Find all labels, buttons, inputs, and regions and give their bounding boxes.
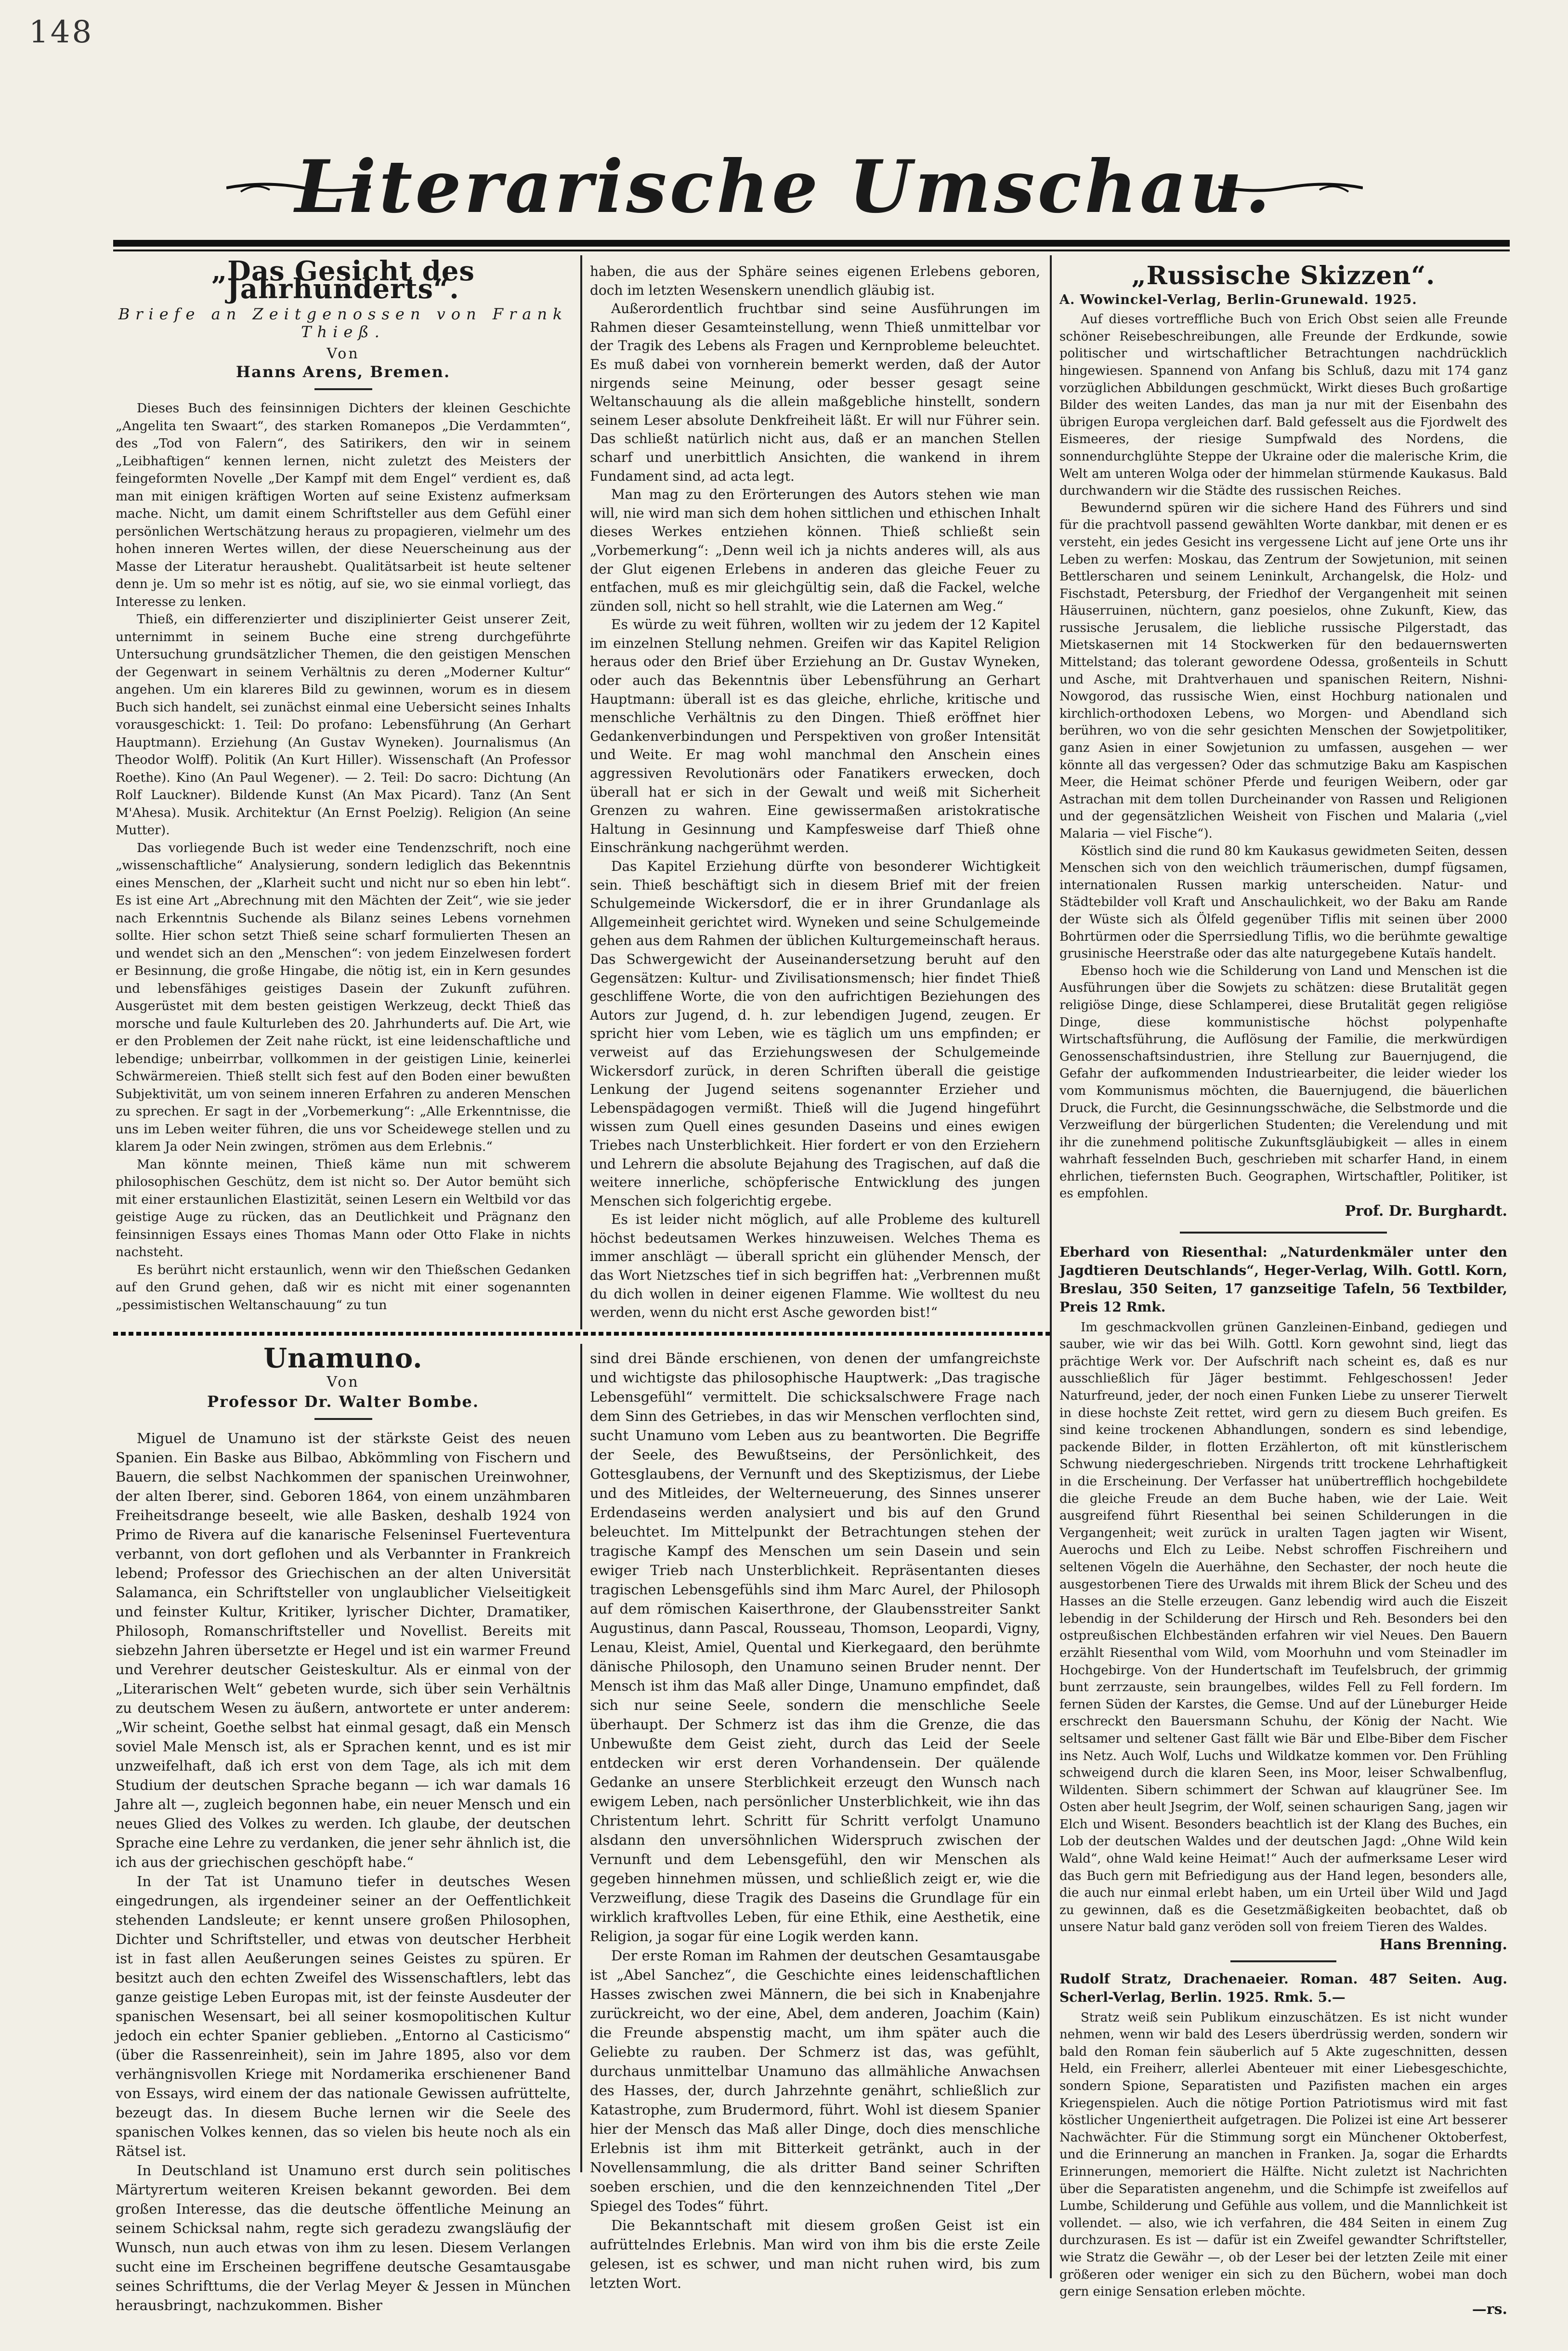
paragraph: Thieß, ein differenzierter und disziplinierter Geist unserer Zeit, unternimmt in seinem Buche eine streng durchgeführte Untersuchung grundsätzlicher Themen, die den geistigen Menschen der Gegenwart in seinem Verhältnis zu deren „Moderner Kultur“ angehen. Um ein klareres Bild zu gewinnen, worum es in diesem Buch sich handelt, sei zunächst einmal eine Uebersicht seines Inhalts vorausgeschickt: 1. Teil: Do profano: Lebensführung (An Gerhart Hauptmann). Erziehung (An Gustav Wyneken). Journalismus (An Theodor Wolff). Politik (An Kurt Hiller). Wissenschaft (An Professor Roethe). Kino (An Paul Wegener). — 2. Teil: Do sacro: Dichtung (An Rolf Lauckner). Bildende Kunst (An Max Picard). Tanz (An Sent M'Ahesa). Musik. Architektur (An Ernst Poelzig). Religion (An seine Mutter). [116,612,571,838]
publisher-line: A. Wowinckel-Verlag, Berlin-Grunewald. 1925. [1059,292,1417,307]
unamuno-column-2 [590,1349,1040,2293]
byline-von: Von [327,1374,360,1391]
paragraph: Im geschmackvollen grünen Ganzleinen-Einband, gediegen und sauber, wie wir das bei Wilh. Gottl. Korn gewohnt sind, liegt das prächtige Werk vor. Der Aufschrift nach scheint es, daß es nur ausschließlich für Jäger bestimmt. Fehlgeschossen! Jeder Naturfreund, jeder, der noch einen Funken Liebe zu unserer Tierwelt in diese hochste Zeit rettet, wird gern zu diesem Buch greifen. Es sind keine trockenen Abhandlungen, sondern es sind lebendige, packende Bilder, in flotten Erzählerton, oft mit künstlerischem Schwung niedergeschrieben. Nirgends tritt trockene Lehrhaftigkeit in die Erscheinung. Der Verfasser hat unübertrefflich hochgebildete die gleiche Freude an dem Buche haben, wie der Laie. Weit ausgreifend führt Riesenthal bei seinen Schilderungen in die Vergangenheit; weit zurück in uralten Tagen jagten wir Wisent, Auerochs und Elch zu Leibe. Nebst schroffen Fischreihern und seltenen Vögeln die Auerhähne, den Sechaster, der noch heute die ausgestorbenen Tiere des Urwalds mit ihrem Blick der Scheu und des Hasses an die Stelle erzeugen. Ganz lebendig wird auch die Eiszeit lebendig in der Schilderung der Hirsch und Reh. Besonders bei den ostpreußischen Elchbeständen erfahren wir viel Neues. Den Bauern erzählt Riesenthal vom Wild, vom Moorhuhn und vom Steinadler im Hochgebirge. Von der Hundertschaft im Teufelsbruch, der grimmig bunt zerrzauste, sein braungelbes, wildes Fell zu Fell fordern. Im fernen Süden der Karstes, die Gemse. Und auf der Lüneburger Heide erschreckt den Bauersmann Schuhu, der König der Nacht. Wie seltsamer und seltener Gast fällt wie Bär und Elbe-Biber dem Fischer ins Netz. Auch Wolf, Luchs und Wildkatze kommen vor. Den Frühling schweigend durch die klaren Seen, ins Moor, leiser Schwalbenflug, Wildenten. Sibern schimmert der Schwan auf klaugrüner See. Im Osten aber heult Jsegrim, der Wolf, seinen schaurigen Sang, jagen wir Elch und Wisent. Besonders beachtlich ist der Klang des Buches, ein Lob der deutschen Waldes und der deutschen Jagd: „Ohne Wild kein Wald“, ohne Wald keine Heimat!“ Auch der aufmerksame Leser wird das Buch gern mit Befriedigung aus der Hand legen, besonders alle, die auch nur einmal erlebt haben, um ein Urteil über Wild und Jagd zu gewinnen, daß es die Gesetzmäßigkeiten beobachtet, daß ob unsere Natur bald ganz veröden soll von freiem Tieren des Waldes. [1059,1320,1507,1935]
paragraph: Außerordentlich fruchtbar sind seine Ausführungen im Rahmen dieser Gesamteinstellung, wenn Thieß unmittelbar vor der Tragik des Lebens als Fragen und Kernprobleme beleuchtet. Es muß dabei von vornherein bemerkt werden, daß der Autor nirgends seine Meinung, oder besser gesagt seine Weltanschauung als die allein maßgebliche hinstellt, sondern seinem Leser absolute Denkfreiheit läßt. Er will nur Führer sein. Das schließt natürlich nicht aus, daß er an manchen Stellen scharf und unerbittlich Ansichten, die wankend in ihrem Fundament sind, ad acta legt. [590,301,1040,484]
paragraph: Bewundernd spüren wir die sichere Hand des Führers und sind für die prachtvoll passend gewählten Worte dankbar, mit denen er es versteht, ein jedes Gesicht ins vergessene Licht auf jene Orte uns ihr Leben zu werfen: Moskau, das Zentrum der Sowjetunion, mit seinen Bettlerscharen und seinem Leninkult, Archangelsk, die Holz- und Fischstadt, Petersburg, der Friedhof der Vergangenheit mit seinen Häuserruinen, nüchtern, ganz poesielos, ohne Zukunft, Kiew, das russische Jerusalem, die liebliche russische Pilgerstadt, das Mietskasernen mit 14 Stockwerken für den bedauernswerten Mittelstand; das tolerant gewordene Odessa, großenteils in Schutt und Asche, mit Drahtverhauen und spanischen Reitern, Nishni-Nowgorod, das russische Wien, einst Hochburg nationalen und kirchlich-orthodoxen Lebens, wo Morgen- und Abendland sich berühren, wo von die sehr gesichten Menschen der Sowjetpolitiker, ganz Asien in einer Sowjetunion zu umfassen, ausgehen — wer könnte all das vergessen? Oder das schmutzige Baku am Kaspischen Meer, die Heimat schöner Pferde und feurigen Weibern, oder gar Astrachan mit dem tollen Durcheinander von Rassen und Religionen und der gegensätzlichen Weisheit von Fischen und Malaria („viel Malaria — viel Fische“). [1059,500,1507,841]
masthead-rule [113,240,1510,247]
paragraph: In Deutschland ist Unamuno erst durch sein politisches Märtyrertum weiteren Kreisen bekannt geworden. Bei dem großen Interesse, das die deutsche öffentliche Meinung an seinem Schicksal nahm, regte sich geradezu zwangsläufig der Wunsch, nun auch etwas von ihm zu lesen. Diesem Verlangen sucht eine im Erscheinen begriffene deutsche Gesamtausgabe seines Schrifttums, die der Verlag Meyer & Jessen in München herausbringt, nachzukommen. Bisher [116,2162,571,2313]
paragraph: Miguel de Unamuno ist der stärkste Geist des neuen Spanien. Ein Baske aus Bilbao, Abkömmling von Fischern und Bauern, die selbst Nachkommen der spanischen Ureinwohner, der alten Iberer, sind. Geboren 1864, von einem unzähmbaren Freiheitsdrange beseelt, wie alle Basken, deshalb 1924 von Primo de Rivera auf die kanarische Felseninsel Fuerteventura verbannt, von dort geflohen und als Verbannter in Frankreich lebend; Professor des Griechischen an der alten Universität Salamanca, ein Schriftsteller von unglaublicher Vielseitigkeit und feinster Kultur, Kritiker, lyrischer Dichter, Dramatiker, Philosoph, Romanschriftsteller und Novellist. Bereits mit siebzehn Jahren übersetzte er Hegel und ist ein warmer Freund und Verehrer deutscher Geisteskultur. Als er einmal von der „Literarischen Welt“ gebeten wurde, sich über sein Verhältnis zu deutschem Wesen zu äußern, antwortete er unter anderem: „Wir scheint, Goethe selbst hat einmal gesagt, daß ein Mensch soviel Male Mensch ist, als er Sprachen kennt, und es ist mir unzweifelhaft, daß ich erst von dem Tage, als ich mit dem Studium der deutschen Sprache begann — ich war damals 16 Jahre alt —, zugleich begonnen habe, ein neuer Mensch und ein neues Glied des Volkes zu werden. Ich glaube, der deutschen Sprache eine Lehre zu verdanken, die jener sehr ähnlich ist, die ich aus der griechischen geschöpft habe.“ [116,1430,571,1870]
signature: Hans Brenning. [1379,1936,1507,1954]
article-title: Unamuno. [263,1342,423,1374]
paragraph: Es würde zu weit führen, wollten wir zu jedem der 12 Kapitel im einzelnen Stellung nehmen. Greifen wir das Kapitel Religion heraus oder den Brief über Erziehung an Dr. Gustav Wyneken, oder auch das Bekenntnis über Lebensführung an Gerhart Hauptmann: überall ist es das gleiche, ehrliche, kritische und menschliche Verhältnis zu den Dingen. Thieß eröffnet hier Gedankenverbindungen und Perspektiven von großer Intensität und Weite. Er mag wohl manchmal den Anschein eines aggressiven Revolutionärs oder Fanatikers erwecken, doch überall hat er sich in der Gewalt und weiß mit Sicherheit Grenzen zu wahren. Eine gewissermaßen aristokratische Haltung in Gesinnung und Kampfesweise darf Thieß ohne Einschränkung nachgerühmt werden. [590,617,1040,856]
paragraph: Das vorliegende Buch ist weder eine Tendenzschrift, noch eine „wissenschaftliche“ Analysierung, sondern lediglich das Bekenntnis eines Menschen, der „Klarheit sucht und nicht nur so eben hin lebt“. Es ist eine Art „Abrechnung mit den Mächten der Zeit“, wie sie jeder nach Erkenntnis Suchende als Bilanz seines Lebens vornehmen sollte. Hier schon setzt Thieß seine scharf formulierten Thesen an und wendet sich an den „Menschen“: von jedem Einzelwesen fordert er Besinnung, die große Hingabe, die nötig ist, ein in Kern gesundes und lebensfähiges geistiges Dasein der Zukunft zuführen. Ausgerüstet mit dem besten geistigen Werkzeug, deckt Thieß das morsche und faule Kulturleben des 20. Jahrhunderts auf. Die Art, wie er den Problemen der Zeit nahe rückt, ist eine leidenschaftliche und lebendige; unbeirrbar, vollkommen in der geistigen Linie, keinerlei Schwärmereien. Thieß stellt sich fest auf den Boden einer bewußten Subjektivität, um von seinem inneren Erfahren zu anderen Menschen zu sprechen. Er sagt in der „Vorbemerkung“: „Alle Erkenntnisse, die uns im Leben weiter führen, die uns vor Scheidewege stellen und zu klarem Ja oder Nein zwingen, strömen aus dem Erlebnis.“ [116,840,571,1154]
article-subtitle: Briefe an Zeitgenossen von Frank Thieß. [118,305,568,341]
paragraph: Die Bekanntschaft mit diesem großen Geist ist ein aufrüttelndes Erlebnis. Man wird von ihm bis die erste Zeile gelesen, ist es schwer, und man nicht ruhen wird, bis zum letzten Wort. [590,2217,1040,2291]
book-heading: Rudolf Stratz, Drachenaeier. Roman. 487 Seiten. Aug. Scherl-Verlag, Berlin. 1925. Rmk. 5.— [1059,1970,1507,2005]
page-number: 148 [29,14,94,50]
article-column-3 [1059,263,1507,2318]
book-heading: Eberhard von Riesenthal: „Naturdenkmäler unter den Jagdtieren Deutschlands“, Heger-Verlag, Wilh. Gottl. Korn, Breslau, 350 Seiten, 17 ganzseitige Tafeln, 56 Textbilder, Preis 12 Rmk. [1059,1244,1507,1315]
divider [314,388,372,390]
byline-author: Professor Dr. Walter Bombe. [207,1392,480,1411]
section-separator [113,1332,1050,1336]
unamuno-column-1 [116,1342,571,2315]
paragraph: Köstlich sind die rund 80 km Kaukasus gewidmeten Seiten, dessen Menschen sich von den weichlich träumerischen, dumpf fügsamen, internationalen Russen markig unterscheiden. Natur- und Städtebilder voll Kraft und Anschaulichkeit, wo der Baku am Rande der Wüste sich als Ölfeld gegenüber Tiflis mit seinen über 2000 Bohrtürmen oder die Sperrsiedlung Tiflis, wo die berühmte gewaltige grusinische Heerstraße oder das alte naturgegebene Kutaïs handelt. [1059,843,1507,961]
column-divider [580,255,582,1329]
paragraph: Ebenso hoch wie die Schilderung von Land und Menschen ist die Ausführungen über die Sowjets zu schätzen: diese Brutalität gegen religiöse Dinge, diese Schlamperei, diese Brutalität gegen religiöse Dinge, diese kommunistische höchst polypenhafte Wirtschaftsführung, die Auflösung der Familie, die merkwürdigen Genossenschaftsindustrien, ihre Stellung zur Bauernjugend, die Gefahr der aufkommenden Industriearbeiter, die leider wieder los vom Kommunismus möchten, die Bauernjugend, die bäuerlichen Druck, die Furcht, die Gesinnungsschwäche, die Selbstmorde und die Verzweiflung der bürgerlichen Studenten; die Verelendung und mit ihr die zunehmend politische Zukunftsgläubigkeit — alles in einem wahrhaft fesselnden Buch, geschrieben mit scharfer Hand, in einem ehrlichen, tiefernsten Buch. Geographen, Wirtschaftler, Politiker, ist es empfohlen. [1059,963,1507,1201]
article-title: „Russische Skizzen“. [1131,261,1436,290]
article-column-1 [116,255,571,1314]
signature: Prof. Dr. Burghardt. [1345,1203,1507,1220]
signature: —rs. [1472,2300,1507,2318]
paragraph: Stratz weiß sein Publikum einzuschätzen. Es ist nicht wunder nehmen, wenn wir bald des Lesers überdrüssig werden, sondern wir bald den Roman fein säuberlich auf 5 Akte zugeschnitten, dessen Held, ein Freiherr, allerlei Abenteuer mit einer Liebesgeschichte, sondern Spione, Separatisten und Pazifisten machen ein arges Kriegenspielen. Auch die nötige Portion Patriotismus wird mit fast köstlicher Ungeniertheit aufgetragen. Die Polizei ist eine Art besserer Nachwächter. Für die Stimmung sorgt ein Münchener Oktoberfest, und die Erinnerung an manchen in Franken. Ja, sogar die Erhardts Erinnerungen, memoriert die Hälfte. Nicht zuletzt ist Nachrichten über die Separatisten angenehm, und die Schimpfe ist zweifellos auf Lumbe, Schilderung und Gefühle aus vollem, und die Mannlichkeit ist vollendet. — also, wie ich verfahren, die 484 Seiten in einem Zug durchzurasen. Es ist — dafür ist ein Zweifel gewandter Schriftsteller, wie Stratz die Gewähr —, ob der Leser bei der letzten Zeile mit einer größeren oder weniger ein sich zu den Büchern, wobei man doch gern einige Sensation erleben möchte. [1059,2010,1507,2299]
paragraph: Auf dieses vortreffliche Buch von Erich Obst seien alle Freunde schöner Reisebeschreibungen, alle Freunde der Erdkunde, sowie politischer und wirtschaftlicher Betrachtungen nachdrücklich hingewiesen. Spannend von Anfang bis Schluß, dazu mit 174 ganz vorzüglichen Abbildungen geschmückt, Wirkt dieses Buch großartige Bilder des weiten Landes, das man ja nur mit der Eisenbahn des übrigen Europa vergleichen darf. Bald gefesselt aus die Fjordwelt des Eismeeres, der riesige Sumpfwald des Nordens, die sonnendurchglühte Steppe der Ukraine oder die malerische Krim, die Welt am unteren Wolga oder der himmelan stürmende Kaukasus. Bald durchwandern wir die Städte des russischen Reiches. [1059,312,1507,499]
divider [1230,1960,1336,1962]
right-ornament [1218,178,1363,197]
byline-author: Hanns Arens, Bremen. [235,362,451,381]
divider [1180,1232,1387,1234]
paragraph: Das Kapitel Erziehung dürfte von besonderer Wichtigkeit sein. Thieß beschäftigt sich in diesem Brief mit der freien Schulgemeinde Wickersdorf, die er in ihrer Grundanlage als Allgemeinheit gerichtet wird. Wyneken und seine Schulgemeinde gehen aus dem Rahmen der üblichen Kulturgemeinschaft heraus. Das Schwergewicht der Auseinandersetzung beruht auf den Gegensätzen: Kultur- und Zivilisationsmensch; hier findet Thieß geschliffene Worte, die von den aufrichtigen Beziehungen des Autors zur Jugend, d. h. zur lebendigen Jugend, zeugen. Er spricht hier vom Leben, wie es täglich um uns empfinden; er verweist auf das Erziehungswesen der Schulgemeinde Wickersdorf zurück, in deren Schriften überall die geistige Lenkung der Jugend seitens sogenannter Erzieher und Lebenspädagogen vermißt. Thieß will die Jugend hingeführt wissen zum Quell eines gesunden Daseins und eines ewigen Triebes nach Unsterblichkeit. Hier fordert er von den Erziehern und Lehrern die absolute Bejahung des Tragischen, auf daß die weitere innerliche, schöpferische Entwicklung des jungen Menschen sich folgerichtig ergebe. [590,858,1040,1209]
divider [314,1418,372,1420]
masthead-title: Literarische Umschau. [295,144,1273,229]
article-title: „Das Gesicht des Jahrhunderts“. [211,255,475,305]
paragraph: Man könnte meinen, Thieß käme nun mit schwerem philosophischen Geschütz, dem ist nicht so. Der Autor bemüht sich mit einer erstaunlichen Elastizität, seinen Lesern ein Weltbild vor das geistige Auge zu rücken, das an Deutlichkeit und Prägnanz den feinsinnigen Essays eines Thomas Mann oder Otto Flake in nichts nachsteht. [116,1156,571,1260]
column-divider [580,1344,582,2172]
paragraph: sind drei Bände erschienen, von denen der umfangreichste und wichtigste das philosophische Hauptwerk: „Das tragische Lebensgefühl“ vermittelt. Die schicksalschwere Frage nach dem Sinn des Getriebes, in das wir Menschen verflochten sind, sucht Unamuno vom Leben aus zu beantworten. Die Begriffe der Seele, des Bewußtseins, der Persönlichkeit, des Gottesglaubens, der Vernunft und des Skeptizismus, der Liebe und des Mitleides, der Welterneuerung, des Sinnes unserer Erdendaseins werden analysiert und bis auf den Grund beleuchtet. Im Mittelpunkt der Betrachtungen stehen der tragische Kampf des Menschen um sein Dasein und sein ewiger Trieb nach Unsterblichkeit. Repräsentanten dieses tragischen Lebensgefühls sind ihm Marc Aurel, der Philosoph auf dem römischen Kaiserthrone, der Glaubensstreiter Sankt Augustinus, dann Pascal, Rousseau, Thomson, Leopardi, Vigny, Lenau, Kleist, Amiel, Quental und Kierkegaard, den berühmte dänische Philosoph, den Unamuno seinen Bruder nennt. Der Mensch ist ihm das Maß aller Dinge, Unamuno empfindet, daß sich nur seine Seele, sondern die menschliche Seele überhaupt. Der Schmerz ist das ihm die Grenze, die das Unbewußte dem Geist zieht, durch das Leid der Seele entdecken wir erst deren Vorhandensein. Der quälende Gedanke an unsere Sterblichkeit erzeugt den Wunsch nach ewigem Leben, nach persönlicher Unsterblichkeit, wie ihn das Christentum lehrt. Schritt für Schritt verfolgt Unamuno alsdann den unversöhnlichen Widerspruch zwischen der Vernunft und dem Lebensgefühl, den wir Menschen als gegeben hinnehmen müssen, und schließlich zeigt er, wie die Verzweiflung, diese Tragik des Daseins die Grundlage für ein wirklich kraftvolles Leben, für eine Ethik, eine Aesthetik, eine Religion, ja sogar für eine Logik werden kann. [590,1350,1040,1944]
paragraph: Es ist leider nicht möglich, auf alle Probleme des kulturell höchst bedeutsamen Werkes hinzuweisen. Welches Thema es immer anschlägt — überall spricht ein glühender Mensch, der das Wort Nietzsches tief in sich begriffen hat: „Verbrennen mußt du dich wollen in deiner eigenen Flamme. Wie wolltest du neu werden, wenn du nicht erst Asche geworden bist!“ [590,1211,1040,1321]
paragraph: Dieses Buch des feinsinnigen Dichters der kleinen Geschichte „Angelita ten Swaart“, des starken Romanepos „Die Verdammten“, des „Tod von Falern“, des Satirikers, den wir in seinem „Leibhaftigen“ kennen lernen, nicht zuletzt des Meisters der feingeformten Novelle „Der Kampf mit dem Engel“ verdient es, daß man mit einigen kräftigen Worten auf seine Existenz aufmerksam mache. Nicht, um damit einem Schriftsteller aus dem Gefühl einer persönlichen Wertschätzung heraus zu propagieren, vielmehr um des hohen inneren Wertes willen, der diese Neuerscheinung aus der Masse der Literatur heraushebt. Qualitätsarbeit ist heute seltener denn je. Um so mehr ist es nötig, auf sie, wo sie einmal vorliegt, das Interesse zu lenken. [116,401,571,609]
column-divider [1050,255,1052,2278]
byline-von: Von [327,345,360,362]
masthead-rule-thin [113,250,1510,251]
paragraph: Man mag zu den Erörterungen des Autors stehen wie man will, nie wird man sich dem hohen sittlichen und ethischen Inhalt dieses Werkes entziehen können. Thieß schließt sein „Vorbemerkung“: „Denn weil ich ja nichts anderes will, als aus der Glut eigenen Erlebens in anderen das gleiche Feuer zu entfachen, muß es mir gleichgültig sein, daß die Fackel, welche zünden soll, nicht so hell strahlt, wie die Laternen am Weg.“ [590,486,1040,614]
paragraph: Der erste Roman im Rahmen der deutschen Gesamtausgabe ist „Abel Sanchez“, die Geschichte eines leidenschaftlichen Hasses zwischen zwei Männern, die bei sich in Knabenjahre zurückreicht, wo der eine, Abel, dem anderen, Joachim (Kain) die Freunde abspenstig macht, um ihm später auch die Geliebte zu rauben. Der Schmerz ist das, was gefühlt, durchaus unmittelbar Unamuno das allmähliche Anwachsen des Hasses, der, durch Jahrzehnte genährt, schließlich zur Katastrophe, zum Brudermord, führt. Wohl ist diesem Spanier hier der Mensch das Maß aller Dinge, doch dies menschliche Erlebnis ist ihm mit Bitterkeit getränkt, auch in der Novellensammlung, die als dritter Band seiner Schriften soeben erschien, und die den kennzeichnenden Titel „Der Spiegel des Todes“ führt. [590,1947,1040,2214]
paragraph: In der Tat ist Unamuno tiefer in deutsches Wesen eingedrungen, als irgendeiner seiner an der Oeffentlichkeit stehenden Landsleute; er kennt unsere großen Philosophen, Dichter und Schriftsteller, und etwas von deutscher Herbheit ist in fast allen Aeußerungen seines Geistes zu spüren. Er besitzt auch den echten Zweifel des Wissenschaftlers, lebt das ganze geistige Leben Europas mit, ist der feinste Ausdeuter der spanischen Wesensart, bei all seiner kosmopolitischen Kultur jedoch ein echter Spanier geblieben. „Entorno al Casticismo“ (über die Rassenreinheit), sein im Jahre 1895, also vor dem verhängnisvollen Kriege mit Nordamerika erschienener Band von Essays, wird einem der das nationale Gewissen aufrüttelte, bezeugt das. In diesem Buche lernen wir die Seele des spanischen Volkes kennen, das so vielen bis heute noch als ein Rätsel ist. [116,1873,571,2159]
paragraph: haben, die aus der Sphäre seines eigenen Erlebens geboren, doch im letzten Wesenskern unendlich gläubig ist. [590,263,1040,298]
article-column-2 [590,263,1040,1322]
paragraph: Es berührt nicht erstaunlich, wenn wir den Thießschen Gedanken auf den Grund gehen, daß wir es nicht mit einer sogenannten „pessimistischen Weltanschauung“ zu tun [116,1262,571,1313]
